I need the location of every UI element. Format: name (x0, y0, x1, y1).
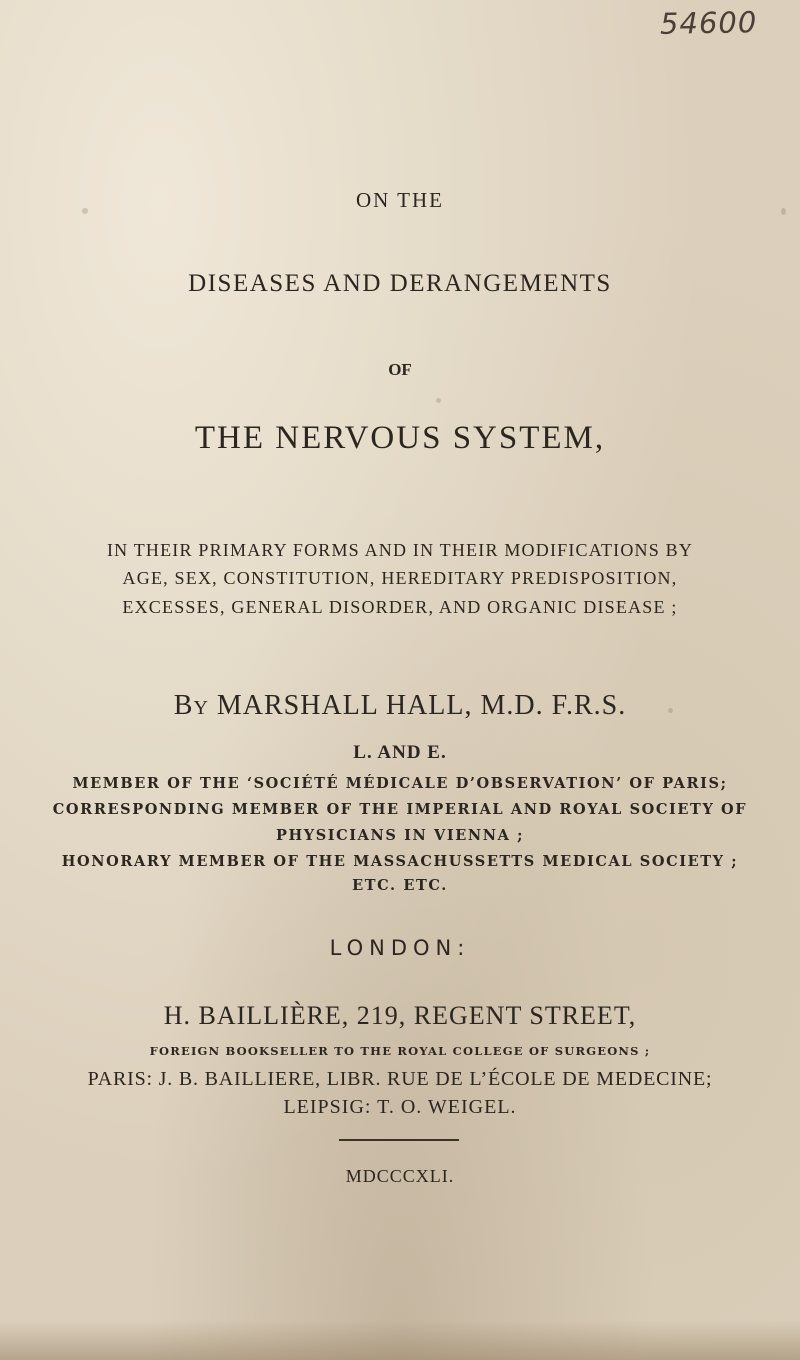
title-line-2: THE NERVOUS SYSTEM, (194, 420, 606, 456)
publisher-note: FOREIGN BOOKSELLER TO THE ROYAL COLLEGE OF SURGEONS ; (149, 1044, 651, 1058)
subtitle-line-3: EXCESSES, GENERAL DISORDER, AND ORGANIC DISEASE ; (122, 597, 678, 617)
subtitle-line-2: AGE, SEX, CONSTITUTION, HEREDITARY PREDISPOSITION, (122, 568, 678, 588)
paper-spot (668, 708, 673, 713)
membership-line-4: HONORARY MEMBER OF THE MASSACHUSSETTS MEDICAL SOCIETY ; (61, 853, 739, 870)
paper-spot (82, 208, 88, 214)
page-bottom-shadow (0, 1320, 800, 1360)
date-rule (339, 1139, 459, 1141)
title-of: OF (388, 360, 412, 379)
paris-imprint: PARIS: J. B. BAILLIERE, LIBR. RUE DE L’ÉCOLE DE MEDECINE; (87, 1068, 713, 1090)
paper-spot (781, 208, 786, 215)
author-by: By (173, 690, 209, 721)
leipsig-imprint: LEIPSIG: T. O. WEIGEL. (283, 1096, 517, 1118)
shelfmark-note: 54600 (659, 5, 758, 41)
publisher-line: H. BAILLIÈRE, 219, REGENT STREET, (163, 1001, 637, 1030)
membership-line-2: CORRESPONDING MEMBER OF THE IMPERIAL AND ROYAL SOCIETY OF (52, 801, 748, 818)
paper-spot (436, 398, 441, 403)
author-degree: L. AND E. (353, 742, 447, 763)
pre-title: ON THE (355, 188, 445, 212)
publication-date: MDCCCXLI. (345, 1166, 455, 1186)
membership-line-3: PHYSICIANS IN VIENNA ; (275, 827, 525, 844)
subtitle-line-1: IN THEIR PRIMARY FORMS AND IN THEIR MODIFICATIONS BY (106, 540, 694, 560)
membership-line-5: ETC. ETC. (352, 877, 448, 894)
author-line (0, 690, 800, 722)
imprint-city: LONDON: (329, 936, 471, 960)
author-name: MARSHALL HALL, M.D. F.R.S. (216, 690, 627, 721)
title-line-1: DISEASES AND DERANGEMENTS (188, 270, 612, 297)
membership-line-1: MEMBER OF THE ‘SOCIÉTÉ MÉDICALE D’OBSERVATION’ OF PARIS; (72, 775, 728, 792)
